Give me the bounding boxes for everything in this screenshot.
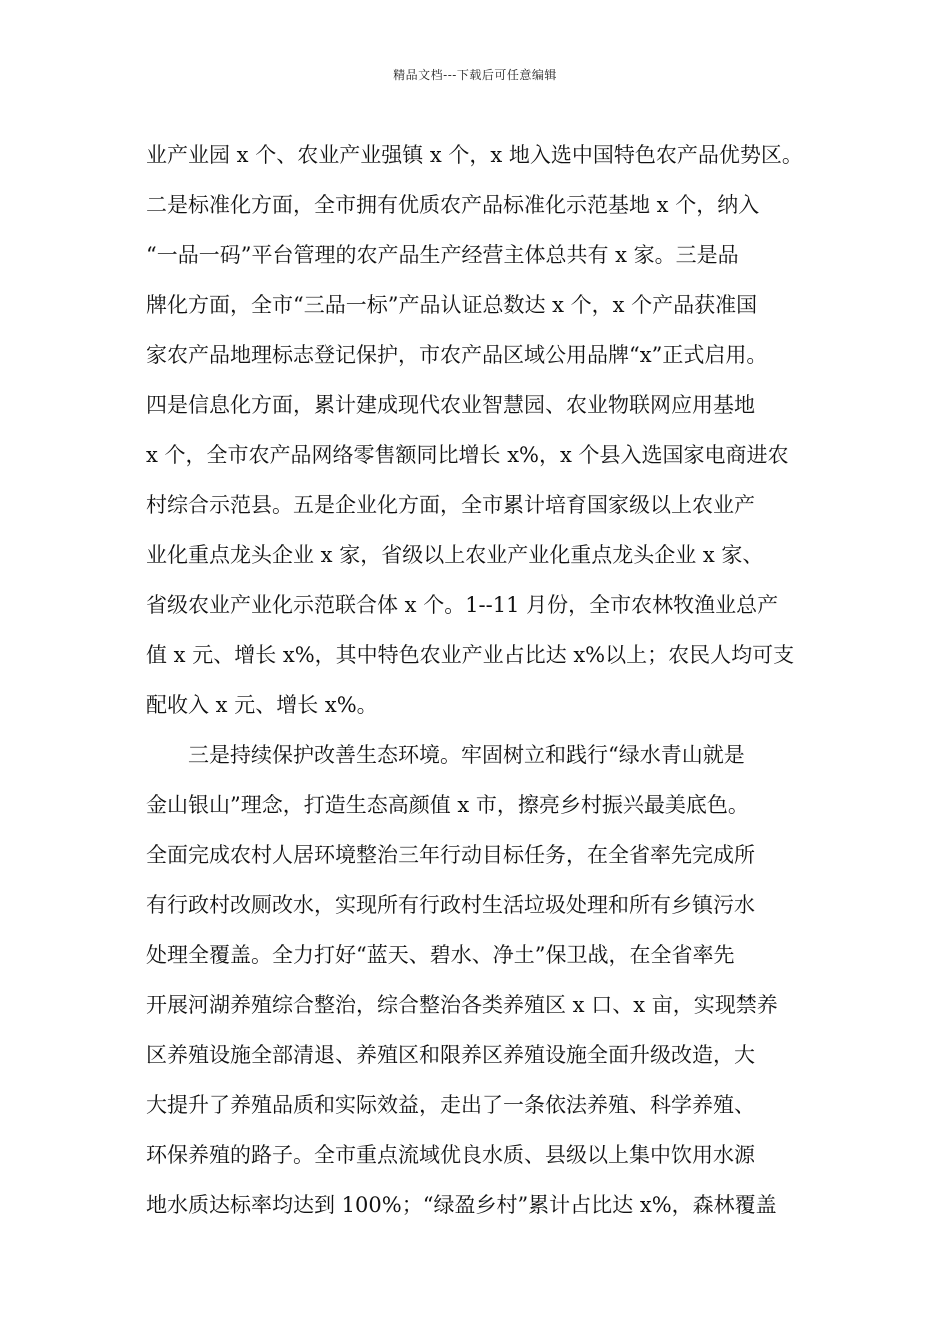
paragraph-1 <box>146 130 826 730</box>
text-line: 环保养殖的路子。全市重点流域优良水质、县级以上集中饮用水源 <box>146 1143 755 1167</box>
text-line: 金山银山”理念，打造生态高颜值 x 市，擦亮乡村振兴最美底色。 <box>146 793 749 817</box>
text-line: 三是持续保护改善生态环境。牢固树立和践行“绿水青山就是 <box>146 743 745 767</box>
text-line: 有行政村改厕改水，实现所有行政村生活垃圾处理和所有乡镇污水 <box>146 893 755 917</box>
text-line: 全面完成农村人居环境整治三年行动目标任务，在全省率先完成所 <box>146 843 755 867</box>
text-line: 大提升了养殖品质和实际效益，走出了一条依法养殖、科学养殖、 <box>146 1093 755 1117</box>
text-line: 区养殖设施全部清退、养殖区和限养区养殖设施全面升级改造，大 <box>146 1043 755 1067</box>
text-line: 村综合示范县。五是企业化方面，全市累计培育国家级以上农业产 <box>146 493 755 517</box>
document-body <box>146 130 826 1230</box>
text-line: 开展河湖养殖综合整治，综合整治各类养殖区 x 口、x 亩，实现禁养 <box>146 993 778 1017</box>
text-line: 四是信息化方面，累计建成现代农业智慧园、农业物联网应用基地 <box>146 393 755 417</box>
text-line: 处理全覆盖。全力打好“蓝天、碧水、净土”保卫战，在全省率先 <box>146 943 735 967</box>
paragraph-2 <box>146 730 826 1230</box>
text-line: “一品一码”平台管理的农产品生产经营主体总共有 x 家。三是品 <box>146 243 739 267</box>
text-line: 地水质达标率均达到 100%；“绿盈乡村”累计占比达 x%，森林覆盖 <box>146 1193 777 1217</box>
text-line: 业产业园 x 个、农业产业强镇 x 个，x 地入选中国特色农产品优势区。 <box>146 143 803 167</box>
text-line: 业化重点龙头企业 x 家，省级以上农业产业化重点龙头企业 x 家、 <box>146 543 764 567</box>
page-header: 精品文档---下载后可任意编辑 <box>393 68 557 82</box>
text-line: 配收入 x 元、增长 x%。 <box>146 693 378 717</box>
text-line: x 个，全市农产品网络零售额同比增长 x%，x 个县入选国家电商进农 <box>146 443 789 467</box>
text-line: 牌化方面，全市“三品一标”产品认证总数达 x 个，x 个产品获准国 <box>146 293 758 317</box>
text-line: 家农产品地理标志登记保护，市农产品区域公用品牌“x”正式启用。 <box>146 343 768 367</box>
text-line: 值 x 元、增长 x%，其中特色农业产业占比达 x%以上；农民人均可支 <box>146 643 795 667</box>
text-line: 省级农业产业化示范联合体 x 个。1--11 月份，全市农林牧渔业总产 <box>146 593 779 617</box>
text-line: 二是标准化方面，全市拥有优质农产品标准化示范基地 x 个，纳入 <box>146 193 760 217</box>
